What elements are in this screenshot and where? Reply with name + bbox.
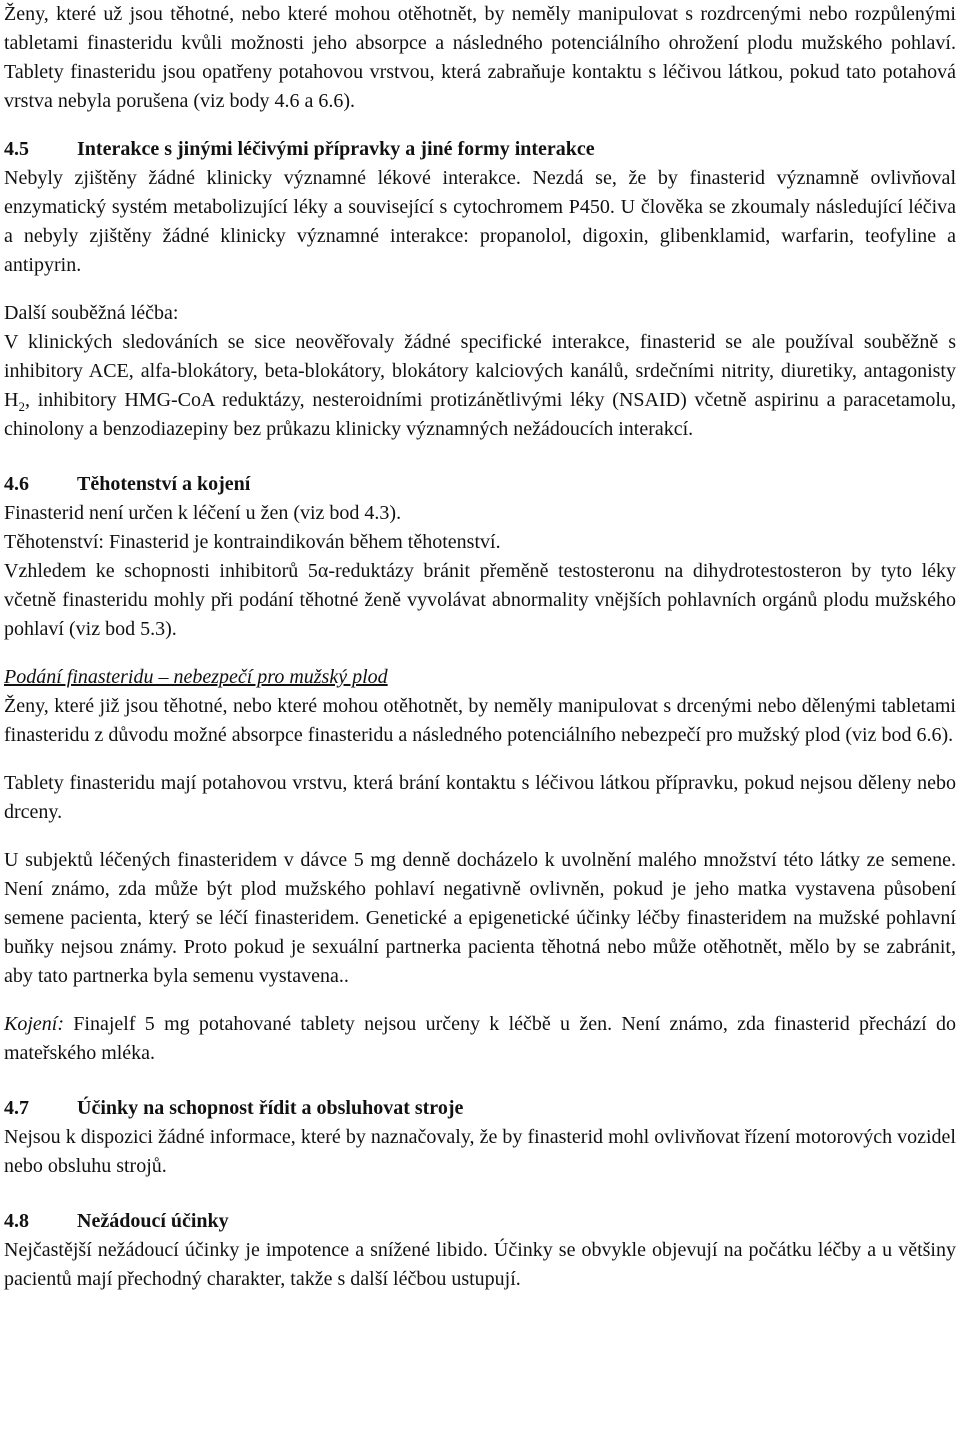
section-title: Interakce s jinými léčivými přípravky a jiné formy interakce xyxy=(77,138,595,160)
tablet-coating-paragraph: Tablety finasteridu mají potahovou vrstvu, která brání kontaktu s léčivou látkou přípravku, pokud nejsou děleny nebo drceny. xyxy=(4,772,956,823)
pregnancy-line-1: Finasterid není určen k léčení u žen (viz bod 4.3). xyxy=(4,502,402,524)
warning-paragraph: Ženy, které již jsou těhotné, nebo které mohou otěhotnět, by neměly manipulovat s drcenými nebo dělenými tabletami finasteridu z důvodu možné absorpce finasteridu a následného potenciálního nebezpečí pro mužský plod (viz bod 6.6). xyxy=(4,695,956,746)
warning-heading: Podání finasteridu – nebezpečí pro mužský plod xyxy=(4,666,388,688)
semen-paragraph: U subjektů léčených finasteridem v dávce 5 mg denně docházelo k uvolnění malého množství této látky ze semene. Není známo, zda může být plod mužského pohlaví negativně ovlivněn, pokud je jeho matka vystavena působení semene pacienta, který se léčí finasteridem. Genetické a epigenetické účinky léčby finasteridem na mužské pohlavní buňky nejsou známy. Proto pokud je sexuální partnerka pacienta těhotná nebo může otěhotnět, mělo by se zabránit, aby tato partnerka byla semenu vystavena.. xyxy=(4,849,956,987)
interactions-paragraph: Nebyly zjištěny žádné klinicky významné lékové interakce. Nezdá se, že by finasterid významně ovlivňoval enzymatický systém metabolizující léky a související s cytochromem P450. U člověka se zkoumaly následující léčiva a nebyly zjištěny žádné klinicky významné interakce: propanolol, digoxin, glibenklamid, warfarin, teofyline a antipyrin. xyxy=(4,167,956,276)
driving-paragraph: Nejsou k dispozici žádné informace, které by naznačovaly, že by finasterid mohl ovlivňovat řízení motorových vozidel nebo obsluhu strojů. xyxy=(4,1126,956,1177)
concomitant-label: Další souběžná léčba: xyxy=(4,302,179,324)
subscript: 2 xyxy=(18,399,25,414)
section-number: 4.5 xyxy=(4,138,29,160)
section-number: 4.8 xyxy=(4,1210,29,1232)
section-title: Těhotenství a kojení xyxy=(77,473,251,495)
document-page xyxy=(4,0,956,1294)
concomitant-paragraph: V klinických sledováních se sice neověřovaly žádné specifické interakce, finasterid se ale používal souběžně s inhibitory ACE, alfa-blokátory, beta-blokátory, blokátory kalciových kanálů, srdečními nitrity, diuretiky, antagonisty $H_2$, inhibitory HMG-CoA reduktázy, nesteroidními protizánětlivými léky (NSAID) včetně aspirinu a paracetamolu, chinolony a benzodiazepiny bez průkazu klinicky významných nežádoucích interakcí. xyxy=(4,331,956,440)
breastfeeding-paragraph: Kojení: Finajelf 5 mg potahované tablety nejsou určeny k léčbě u žen. Není známo, zda finasterid přechází do mateřského mléka. xyxy=(4,1013,956,1064)
adverse-effects-paragraph: Nejčastější nežádoucí účinky je impotence a snížené libido. Účinky se obvykle objevují na počátku léčby a u většiny pacientů mají přechodný charakter, takže s další léčbou ustupují. xyxy=(4,1239,956,1290)
pregnancy-line-2: Těhotenství: Finasterid je kontraindikován během těhotenství. xyxy=(4,531,501,553)
section-number: 4.7 xyxy=(4,1097,29,1119)
intro-paragraph: Ženy, které už jsou těhotné, nebo které mohou otěhotnět, by neměly manipulovat s rozdrcenými nebo rozpůlenými tabletami finasteridu kvůli možnosti jeho absorpce a následného potenciálního ohrožení plodu mužského pohlaví. Tablety finasteridu jsou opatřeny potahovou vrstvou, která zabraňuje kontaktu s léčivou látkou, pokud tato potahová vrstva nebyla porušena (viz body 4.6 a 6.6). xyxy=(4,3,956,112)
section-title: Účinky na schopnost řídit a obsluhovat stroje xyxy=(77,1097,464,1119)
section-4-5-heading xyxy=(4,135,956,164)
section-4-6-heading xyxy=(4,470,956,499)
pregnancy-paragraph: Vzhledem ke schopnosti inhibitorů 5α-reduktázy bránit přeměně testosteronu na dihydrotestosteron by tyto léky včetně finasteridu mohly při podání těhotné ženě vyvolávat abnormality vnějších pohlavních orgánů plodu mužského pohlaví (viz bod 5.3). xyxy=(4,560,956,640)
section-number: 4.6 xyxy=(4,473,29,495)
section-4-7-heading xyxy=(4,1094,956,1123)
section-4-8-heading xyxy=(4,1207,956,1236)
section-title: Nežádoucí účinky xyxy=(77,1210,229,1232)
breastfeeding-label: Kojení: xyxy=(4,1013,64,1035)
